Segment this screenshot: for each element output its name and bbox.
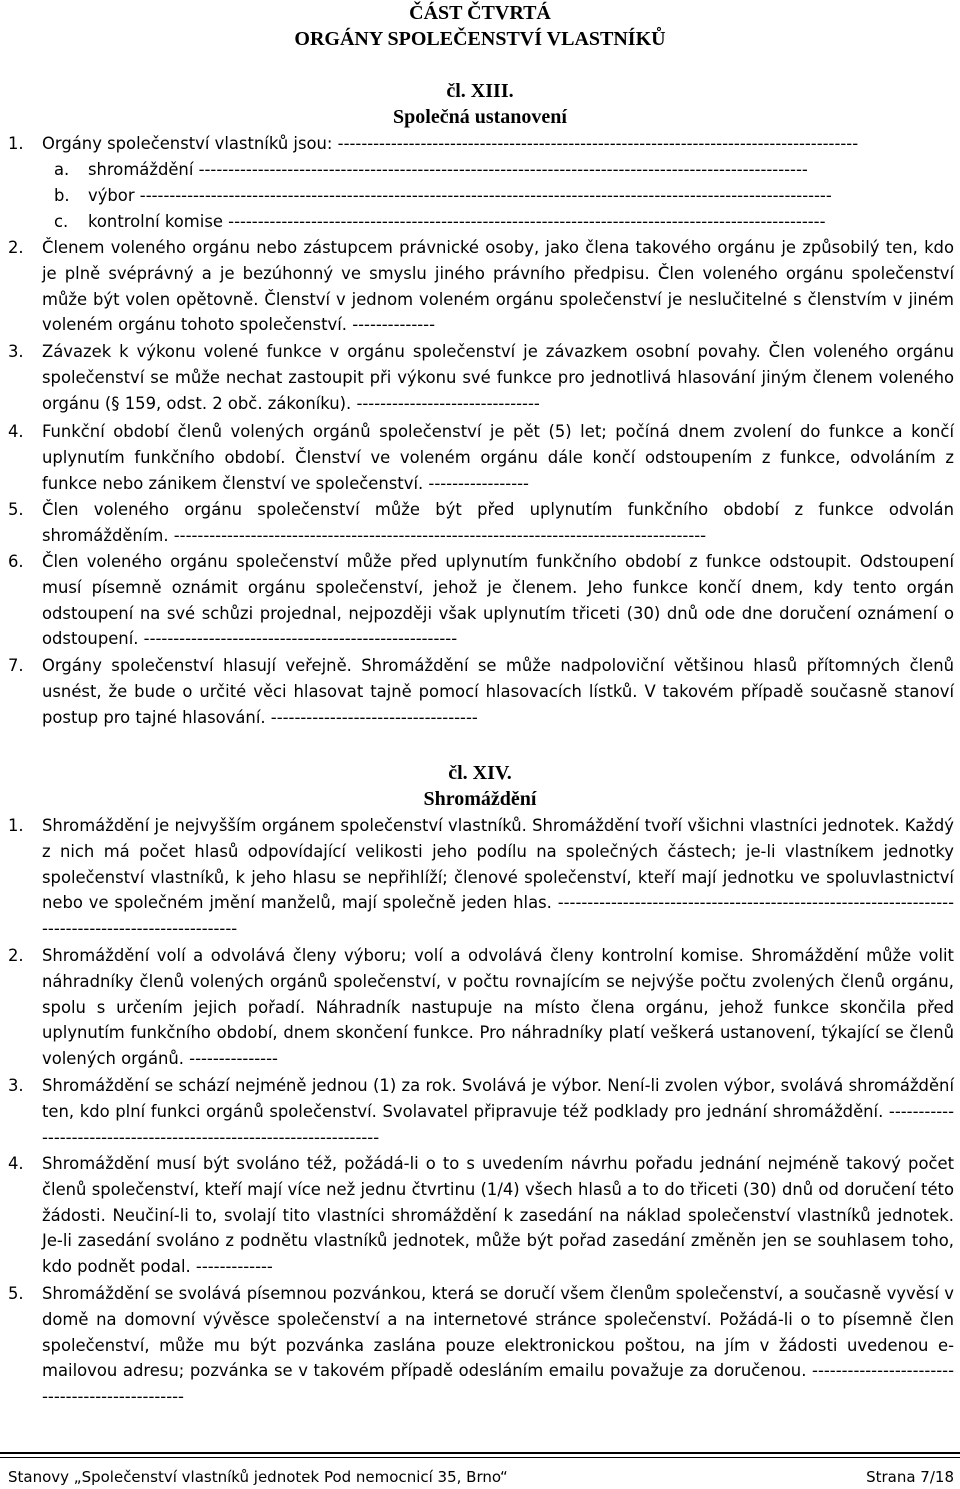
- article-13-subitem-b: [54, 183, 954, 209]
- article-14-item-1: [8, 813, 954, 942]
- item-text: Shromáždění musí být svoláno též, požádá-li o to s uvedením návrhu pořadu jednání nejméně takový počet členů společenství, kteří mají více než jednu čtvrtinu (1/4) všech hlasů a to do třiceti (30) dnů od doručení této žádosti. Neučiní-li to, svolají tito vlastníci shromáždění k zasedání na náklad společenství vlastníků jednotek. Je-li zasedání svoláno z podnětu vlastníků jednotek, může být pořad zasedání změněn jen se souhlasem toho, kdo podnět podal. -------------: [42, 1154, 954, 1276]
- item-text: Člen voleného orgánu společenství může být před uplynutím funkčního období z funkce odvolán shromážděním. ------------------------------------------------------------------------------------------: [42, 500, 954, 545]
- item-number: 6.: [8, 552, 24, 571]
- item-number: 4.: [8, 1154, 24, 1173]
- item-number: 3.: [8, 1076, 24, 1095]
- item-number: 3.: [8, 342, 24, 361]
- subitem-letter: c.: [54, 212, 69, 231]
- item-text: Shromáždění volí a odvolává členy výboru; volí a odvolává členy kontrolní komise. Shromáždění může volit náhradníky členů volených orgánů společenství, v počtu rovnajícím se nejvýše počtu zvolených členů orgánu, spolu s určením jejich pořadí. Náhradník nastupuje na místo člena orgánu, jehož funkce skončila před uplynutím funkčního období, dnem skončení funkce. Pro náhradníky platí veškerá ustanovení, týkající se členů volených orgánů. ---------------: [42, 946, 954, 1068]
- subitem-text: výbor ---------------------------------------------------------------------------------------------------------------------: [88, 186, 832, 205]
- item-text: Shromáždění se schází nejméně jednou (1) za rok. Svolává je výbor. Není-li zvolen výbor, svolává shromáždění ten, kdo plní funkci orgánů společenství. Svolavatel připravuje též podklady pro jednání shromáždění. --------------------------------------------------------------------: [42, 1076, 954, 1147]
- article-13-subitem-a: [54, 157, 954, 183]
- item-number: 5.: [8, 500, 24, 519]
- article-13-item-1: [8, 131, 954, 157]
- article-title: Shromáždění: [423, 788, 537, 810]
- item-number: 2.: [8, 946, 24, 965]
- item-number: 4.: [8, 422, 24, 441]
- item-number: 2.: [8, 238, 24, 257]
- item-number: 7.: [8, 656, 24, 675]
- subitem-letter: a.: [54, 160, 70, 179]
- article-14-item-2: [8, 943, 954, 1072]
- item-text: Závazek k výkonu volené funkce v orgánu společenství je závazkem osobní povahy. Člen voleného orgánu společenství se může nechat zastoupit při výkonu své funkce pro jednotlivá hlasování jiným členem voleného orgánu (§ 159, odst. 2 obč. zákoníku). -------------------------------: [42, 342, 954, 413]
- footer-page-number: Strana 7/18: [866, 1468, 954, 1486]
- article-14-item-4: [8, 1151, 954, 1280]
- item-text: Orgány společenství hlasují veřejně. Shromáždění se může nadpoloviční většinou hlasů přítomných členů usnést, že bude o určité věci hlasovat tajně pomocí hlasovacích lístků. V takovém případě současně stanoví postup pro tajné hlasování. -----------------------------------: [42, 656, 954, 727]
- footer-divider: [0, 1452, 960, 1454]
- item-text: Orgány společenství vlastníků jsou: ----------------------------------------------------------------------------------------: [42, 134, 859, 153]
- article-13-item-7: [8, 653, 954, 730]
- footer-divider-thin: [0, 1457, 960, 1458]
- subitem-letter: b.: [54, 186, 70, 205]
- item-number: 1.: [8, 816, 24, 835]
- article-number: čl. XIV.: [448, 762, 512, 784]
- article-13-item-5: [8, 497, 954, 549]
- item-number: 5.: [8, 1284, 24, 1303]
- item-text: Funkční období členů volených orgánů společenství je pět (5) let; počíná dnem zvolení do funkce a končí uplynutím funkčního období. Členství ve voleném orgánu dále končí odstoupením z funkce, odvoláním z funkce nebo zánikem členství ve společenství. -----------------: [42, 422, 954, 493]
- part-title: ČÁST ČTVRTÁ: [409, 2, 551, 24]
- article-13-item-3: [8, 339, 954, 416]
- article-13-subitem-c: [54, 209, 954, 235]
- subitem-text: shromáždění -------------------------------------------------------------------------------------------------------: [88, 160, 808, 179]
- item-text: Shromáždění se svolává písemnou pozvánkou, která se doručí všem členům společenství, a současně vyvěsí v domě na domovní vývěsce společenství a na internetové stránce společenství. Požádá-li o to písemně člen společenství, může mu být pozvánka zaslána pouze elektronickou poštou, na jím v žádosti uvedenou e-mailovou adresu; pozvánka se v takovém případě odesláním emailu považuje za doručenou. ------------------------------------------------: [42, 1284, 954, 1406]
- article-13-item-4: [8, 419, 954, 496]
- part-subtitle: ORGÁNY SPOLEČENSTVÍ VLASTNÍKŮ: [294, 28, 666, 50]
- subitem-text: kontrolní komise -----------------------------------------------------------------------------------------------------: [88, 212, 826, 231]
- item-text: Členem voleného orgánu nebo zástupcem právnické osoby, jako člena takového orgánu je způsobilý ten, kdo je plně svéprávný a je bezúhonný ve smyslu jiného právního předpisu. Člen voleného orgánu společenství může být volen opětovně. Členství v jednom voleném orgánu společenství je neslučitelné s členstvím v jiném voleném orgánu tohoto společenství. --------------: [42, 238, 954, 335]
- item-number: 1.: [8, 134, 24, 153]
- article-13-item-2: [8, 235, 954, 338]
- item-text: Shromáždění je nejvyšším orgánem společenství vlastníků. Shromáždění tvoří všichni vlastníci jednotek. Každý z nich má počet hlasů odpovídající velikosti jeho podílu na společných částech; je-li vlastníkem jednotky společenství vlastníků, k jeho hlasu se nepřihlíží; členové společenství, kteří mají jednotku ve spoluvlastnictví nebo ve společném jmění manželů, mají společně jeden hlas. ----------------------------------------------------------------------------------------------------: [42, 816, 954, 938]
- article-14-item-3: [8, 1073, 954, 1150]
- article-14-item-5: [8, 1281, 954, 1410]
- item-text: Člen voleného orgánu společenství může před uplynutím funkčního období z funkce odstoupit. Odstoupení musí písemně oznámit orgánu společenství, jehož je členem. Jeho funkce končí dnem, kdy tento orgán odstoupení na své schůzi projednal, nejpozději však uplynutím třiceti (30) dnů ode dne doručení oznámení o odstoupení. -----------------------------------------------------: [42, 552, 954, 649]
- article-title: Společná ustanovení: [393, 106, 567, 128]
- article-number: čl. XIII.: [446, 80, 514, 102]
- article-13-item-6: [8, 549, 954, 652]
- footer-document-name: Stanovy „Společenství vlastníků jednotek Pod nemocnicí 35, Brno“: [8, 1468, 508, 1486]
